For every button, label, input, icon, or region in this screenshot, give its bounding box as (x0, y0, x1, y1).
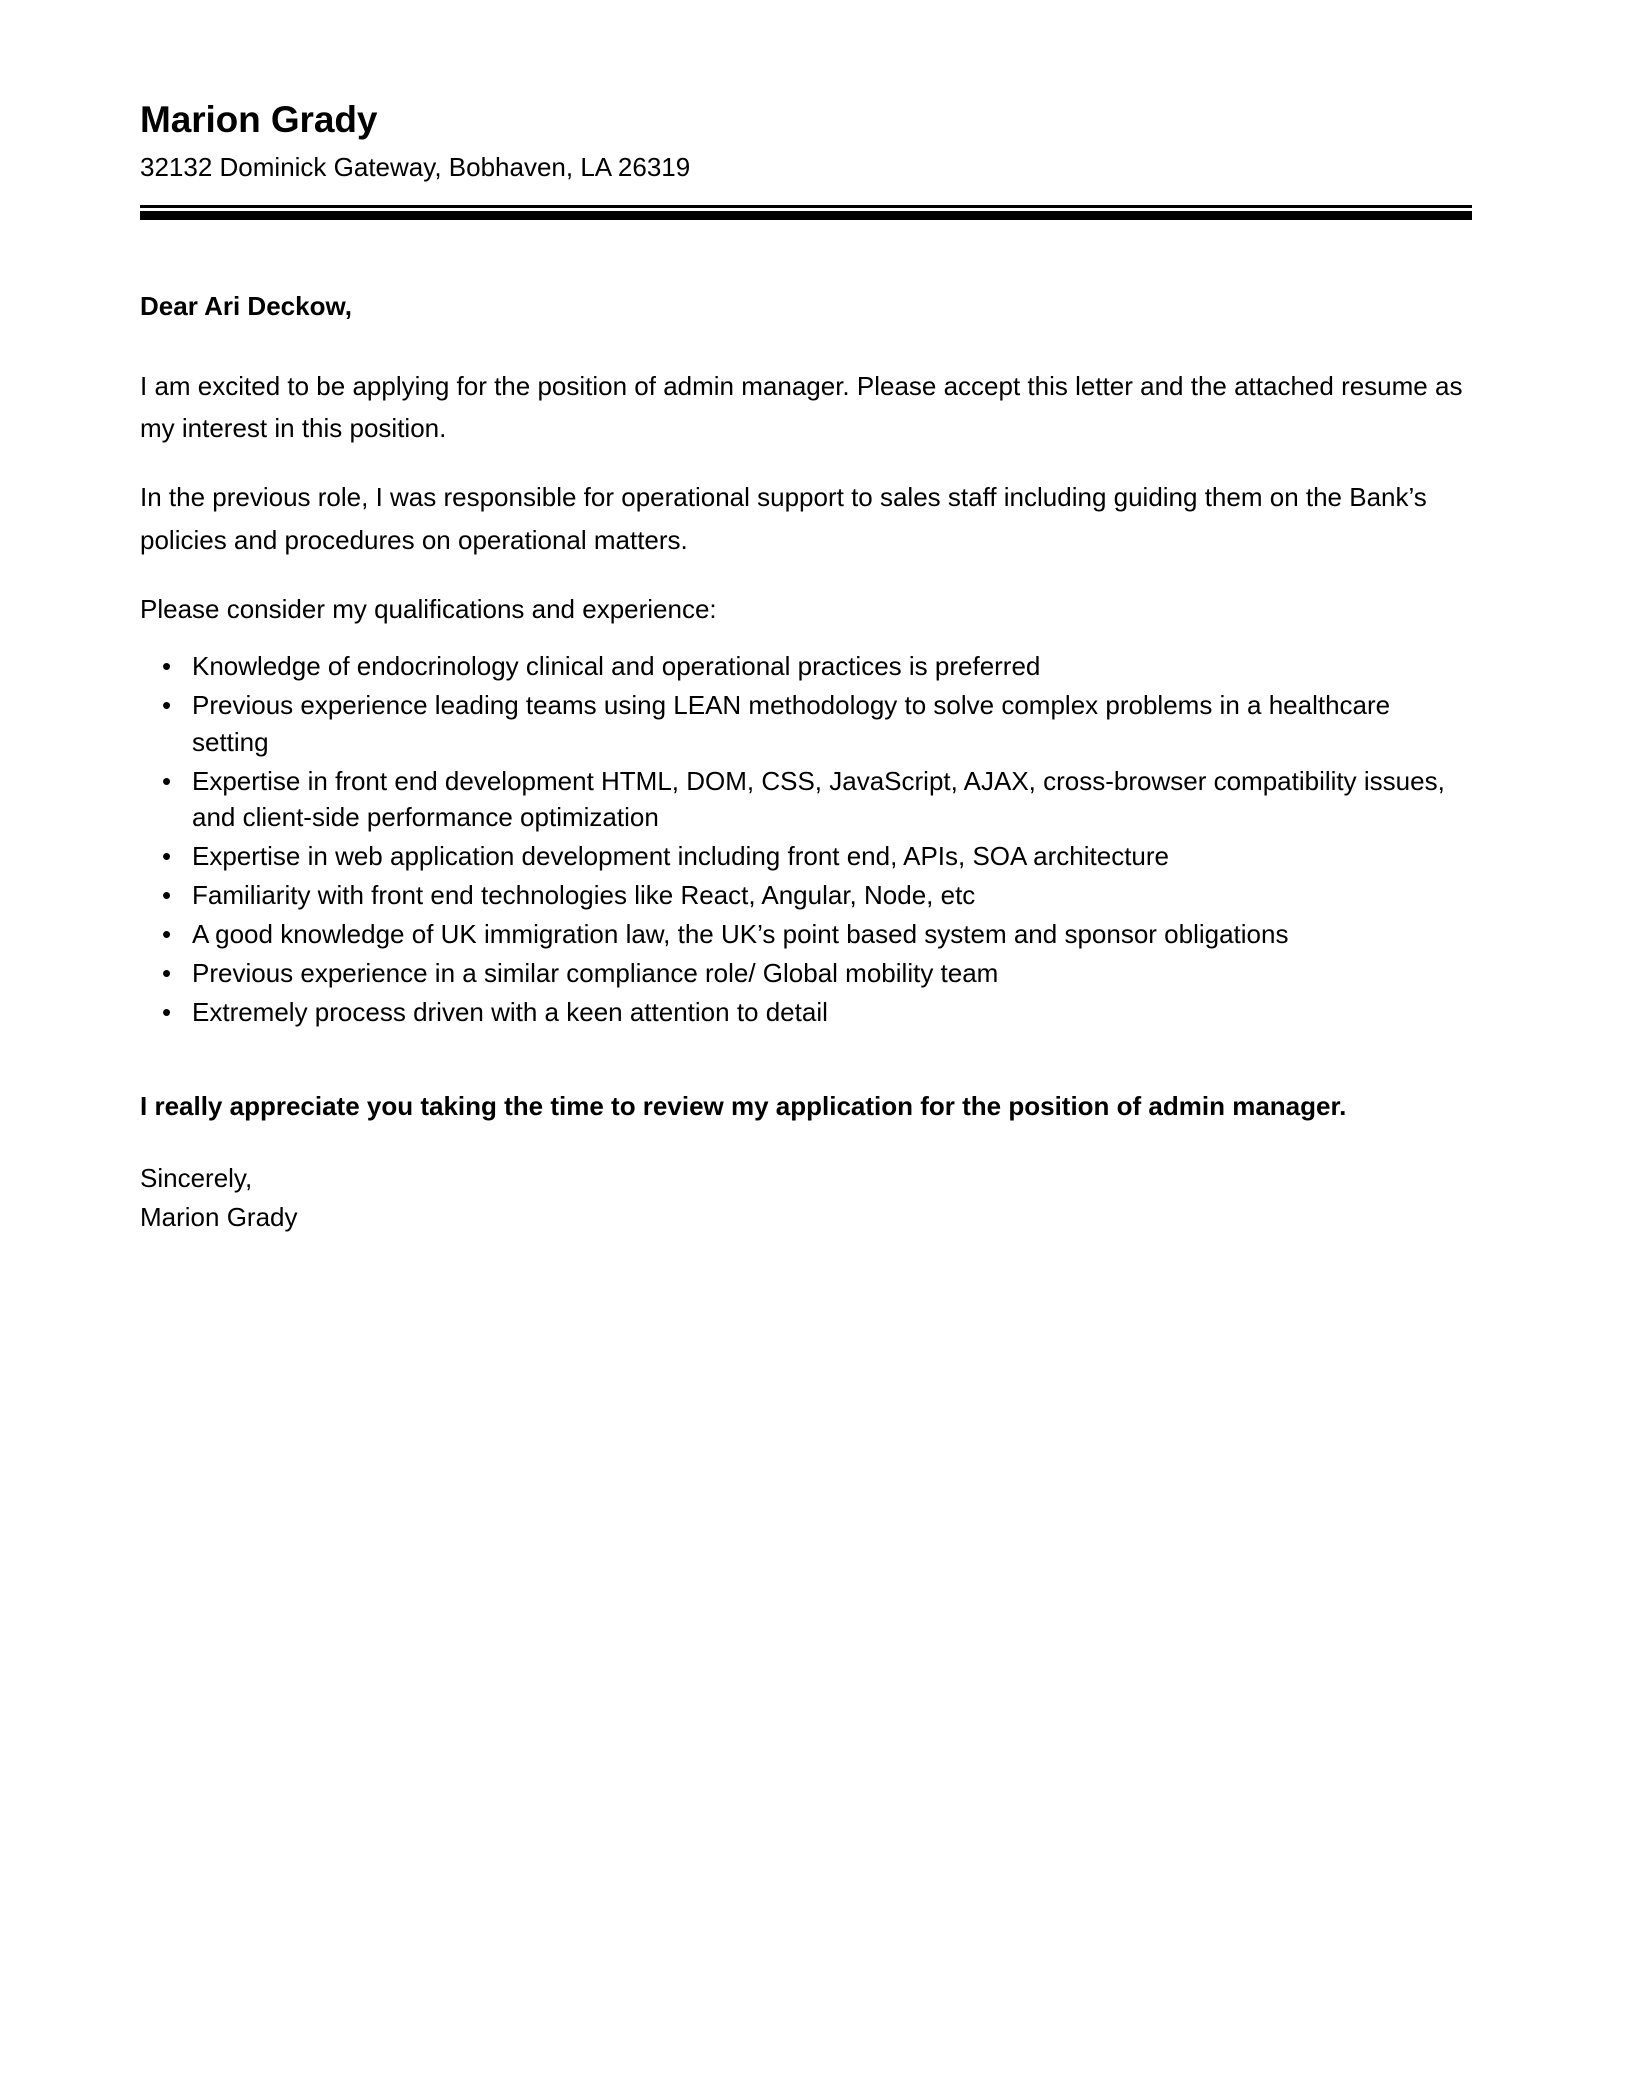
signoff: Sincerely, (140, 1162, 253, 1193)
sender-address: 32132 Dominick Gateway, Bobhaven, LA 26319 (140, 151, 691, 182)
list-item-label: Familiarity with front end technologies like React, Angular, Node, etc (192, 880, 976, 911)
list-item-label: A good knowledge of UK immigration law, the UK’s point based system and sponsor obligations (192, 919, 1289, 950)
document-content (140, 0, 1500, 1238)
bullet-icon: • (162, 841, 172, 872)
body-paragraph-2: In the previous role, I was responsible for operational support to sales staff including guiding them on the Bank’s policies and procedures on operational matters. (140, 482, 1427, 555)
bullet-icon: • (162, 765, 172, 796)
sender-name: Marion Grady (140, 99, 378, 140)
salutation: Dear Ari Deckow, (140, 291, 352, 322)
list-item-label: Expertise in web application development including front end, APIs, SOA architecture (192, 841, 1170, 872)
bullet-icon: • (162, 650, 172, 681)
bullet-icon: • (162, 880, 172, 911)
list-item-label: Previous experience leading teams using LEAN methodology to solve complex problems in a healthcare setting (192, 689, 1391, 757)
divider-thick-line (140, 211, 1472, 220)
list-item (140, 994, 1470, 1031)
list-item (140, 838, 1470, 875)
list-item (140, 648, 1470, 685)
list-item (140, 916, 1470, 953)
bullet-icon: • (162, 996, 172, 1027)
bullet-icon: • (162, 689, 172, 720)
qualifications-list (140, 648, 1470, 1031)
closing-statement: I really appreciate you taking the time to review my application for the position of admin manager. (140, 1090, 1347, 1121)
letterhead (140, 0, 1500, 217)
signature-name: Marion Grady (140, 1202, 298, 1233)
letterhead-divider (140, 205, 1472, 217)
list-item (140, 687, 1470, 761)
bullet-icon: • (162, 919, 172, 950)
bullet-icon: • (162, 958, 172, 989)
list-item-label: Expertise in front end development HTML, DOM, CSS, JavaScript, AJAX, cross-browser compatibility issues, and client-side performance optimization (192, 765, 1445, 833)
qualifications-intro: Please consider my qualifications and experience: (140, 593, 717, 624)
list-item (140, 955, 1470, 992)
list-item-label: Previous experience in a similar compliance role/ Global mobility team (192, 958, 999, 989)
list-item (140, 877, 1470, 914)
list-item-label: Knowledge of endocrinology clinical and operational practices is preferred (192, 650, 1041, 681)
letter-body (140, 289, 1470, 1238)
body-paragraph-1: I am excited to be applying for the position of admin manager. Please accept this letter and the attached resume as my interest in this position. (140, 371, 1463, 444)
list-item-label: Extremely process driven with a keen attention to detail (192, 996, 828, 1027)
list-item (140, 763, 1470, 837)
